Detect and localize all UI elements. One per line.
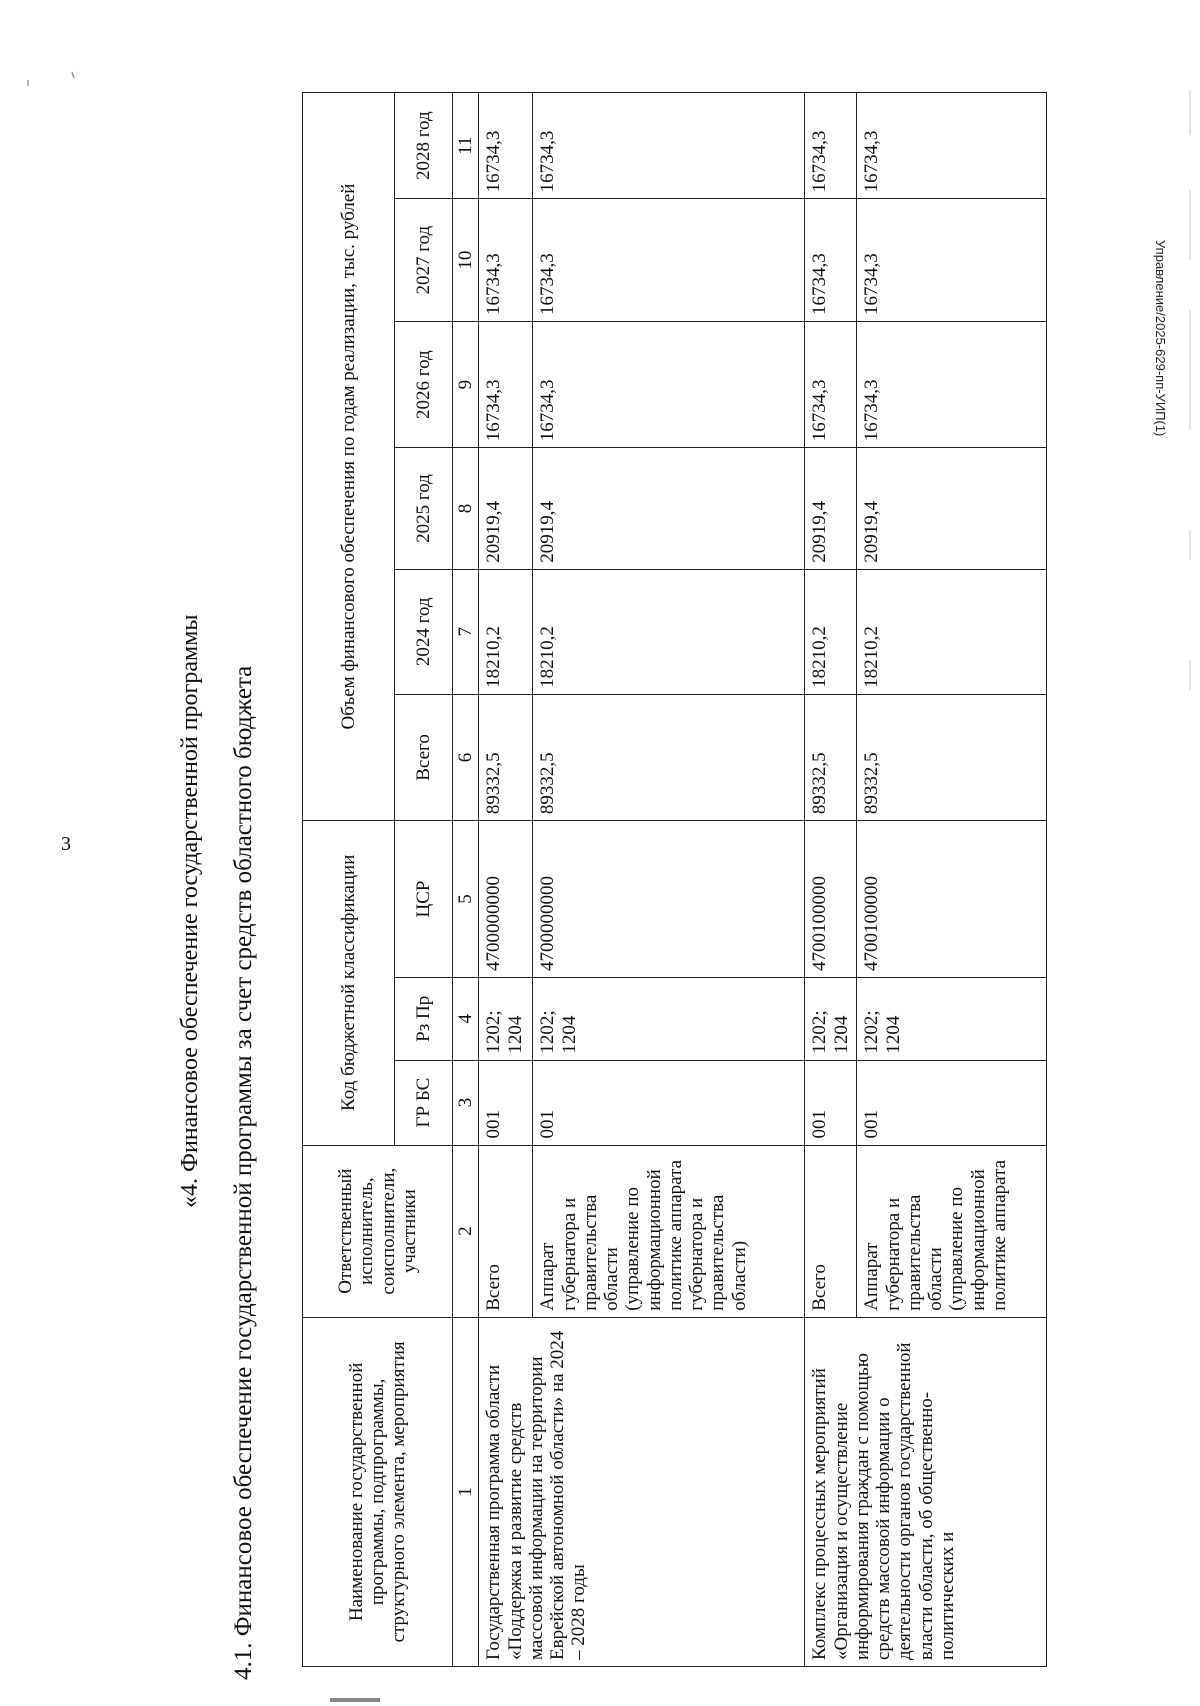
y2025-cell: 20919,4 bbox=[805, 448, 857, 570]
y2028-cell: 16734,3 bbox=[479, 93, 533, 199]
y2028-cell: 16734,3 bbox=[533, 93, 805, 199]
y2026-cell: 16734,3 bbox=[805, 322, 857, 448]
column-number: 11 bbox=[453, 93, 479, 199]
rzpr-cell: 1202; 1204 bbox=[805, 978, 857, 1061]
header-rzpr: Рз Пр bbox=[395, 978, 453, 1061]
financing-table-container bbox=[302, 92, 1094, 1667]
column-number: 5 bbox=[453, 821, 479, 978]
total-cell: 89332,5 bbox=[805, 694, 857, 820]
column-number: 1 bbox=[453, 1317, 479, 1666]
csr-cell: 4700000000 bbox=[533, 821, 805, 978]
header-grbs: ГР БС bbox=[395, 1060, 453, 1145]
header-2024: 2024 год bbox=[395, 569, 453, 694]
header-2028: 2028 год bbox=[395, 93, 453, 199]
y2027-cell: 16734,3 bbox=[479, 199, 533, 322]
column-number: 3 bbox=[453, 1060, 479, 1145]
header-csr: ЦСР bbox=[395, 821, 453, 978]
program-name-cell: Государственная программа области «Поддержка и развитие средств массовой информации на территории Еврейской автономной области» на 2024 – 2028 годы bbox=[479, 1317, 805, 1666]
grbs-cell: 001 bbox=[533, 1060, 805, 1145]
y2027-cell: 16734,3 bbox=[857, 199, 1047, 322]
column-number: 4 bbox=[453, 978, 479, 1061]
csr-cell: 4700100000 bbox=[857, 821, 1047, 978]
column-number-row bbox=[453, 93, 479, 1667]
column-number: 2 bbox=[453, 1145, 479, 1317]
page-number: 3 bbox=[61, 833, 71, 855]
y2028-cell: 16734,3 bbox=[857, 93, 1047, 199]
csr-cell: 4700100000 bbox=[805, 821, 857, 978]
y2025-cell: 20919,4 bbox=[479, 448, 533, 570]
header-2026: 2026 год bbox=[395, 322, 453, 448]
executor-cell: Всего bbox=[479, 1145, 533, 1317]
column-number: 10 bbox=[453, 199, 479, 322]
total-cell: 89332,5 bbox=[533, 694, 805, 820]
executor-cell: Аппарат губернатора и правительства области (управление по информационной политике аппарата губернатора и правительства области) bbox=[533, 1145, 805, 1317]
header-volume: Объем финансового обеспечения по годам реализации, тыс. рублей bbox=[303, 93, 395, 821]
column-number: 8 bbox=[453, 448, 479, 570]
header-total: Всего bbox=[395, 694, 453, 820]
y2027-cell: 16734,3 bbox=[533, 199, 805, 322]
rzpr-cell: 1202; 1204 bbox=[533, 978, 805, 1061]
y2026-cell: 16734,3 bbox=[479, 322, 533, 448]
total-cell: 89332,5 bbox=[479, 694, 533, 820]
executor-cell: Аппарат губернатора и правительства области (управление по информационной политике аппарата bbox=[857, 1145, 1047, 1317]
y2026-cell: 16734,3 bbox=[533, 322, 805, 448]
subsection-heading: 4.1. Финансовое обеспечение государственной программы за счет средств областного бюджета bbox=[230, 665, 257, 1680]
y2028-cell: 16734,3 bbox=[805, 93, 857, 199]
column-number: 9 bbox=[453, 322, 479, 448]
y2025-cell: 20919,4 bbox=[857, 448, 1047, 570]
header-2025: 2025 год bbox=[395, 448, 453, 570]
section-heading: «4. Финансовое обеспечение государственной программы bbox=[177, 614, 203, 1208]
financing-table bbox=[302, 92, 1047, 1667]
measure-name-cell: Комплекс процессных мероприятий «Организация и осуществление информирования граждан с помощью средств массовой информации о деятельности органов государственной власти области, об общественно-политических и bbox=[805, 1317, 1047, 1666]
document-code: Управление/2025-629-пп-УИП(1) bbox=[1153, 240, 1168, 437]
y2024-cell: 18210,2 bbox=[533, 569, 805, 694]
column-number: 7 bbox=[453, 569, 479, 694]
y2024-cell: 18210,2 bbox=[479, 569, 533, 694]
y2025-cell: 20919,4 bbox=[533, 448, 805, 570]
rzpr-cell: 1202; 1204 bbox=[479, 978, 533, 1061]
header-2027: 2027 год bbox=[395, 199, 453, 322]
header-budget-code: Код бюджетной классификации bbox=[303, 821, 395, 1145]
grbs-cell: 001 bbox=[805, 1060, 857, 1145]
header-name: Наименование государственной программы, подпрограммы, структурного элемента, мероприятия bbox=[303, 1317, 453, 1666]
executor-cell: Всего bbox=[805, 1145, 857, 1317]
grbs-cell: 001 bbox=[479, 1060, 533, 1145]
table-row bbox=[805, 93, 857, 1667]
header-executor: Ответственный исполнитель, соисполнители, участники bbox=[303, 1145, 453, 1317]
y2024-cell: 18210,2 bbox=[805, 569, 857, 694]
column-number: 6 bbox=[453, 694, 479, 820]
table-row bbox=[479, 93, 533, 1667]
y2026-cell: 16734,3 bbox=[857, 322, 1047, 448]
y2024-cell: 18210,2 bbox=[857, 569, 1047, 694]
rzpr-cell: 1202; 1204 bbox=[857, 978, 1047, 1061]
grbs-cell: 001 bbox=[857, 1060, 1047, 1145]
y2027-cell: 16734,3 bbox=[805, 199, 857, 322]
csr-cell: 4700000000 bbox=[479, 821, 533, 978]
total-cell: 89332,5 bbox=[857, 694, 1047, 820]
